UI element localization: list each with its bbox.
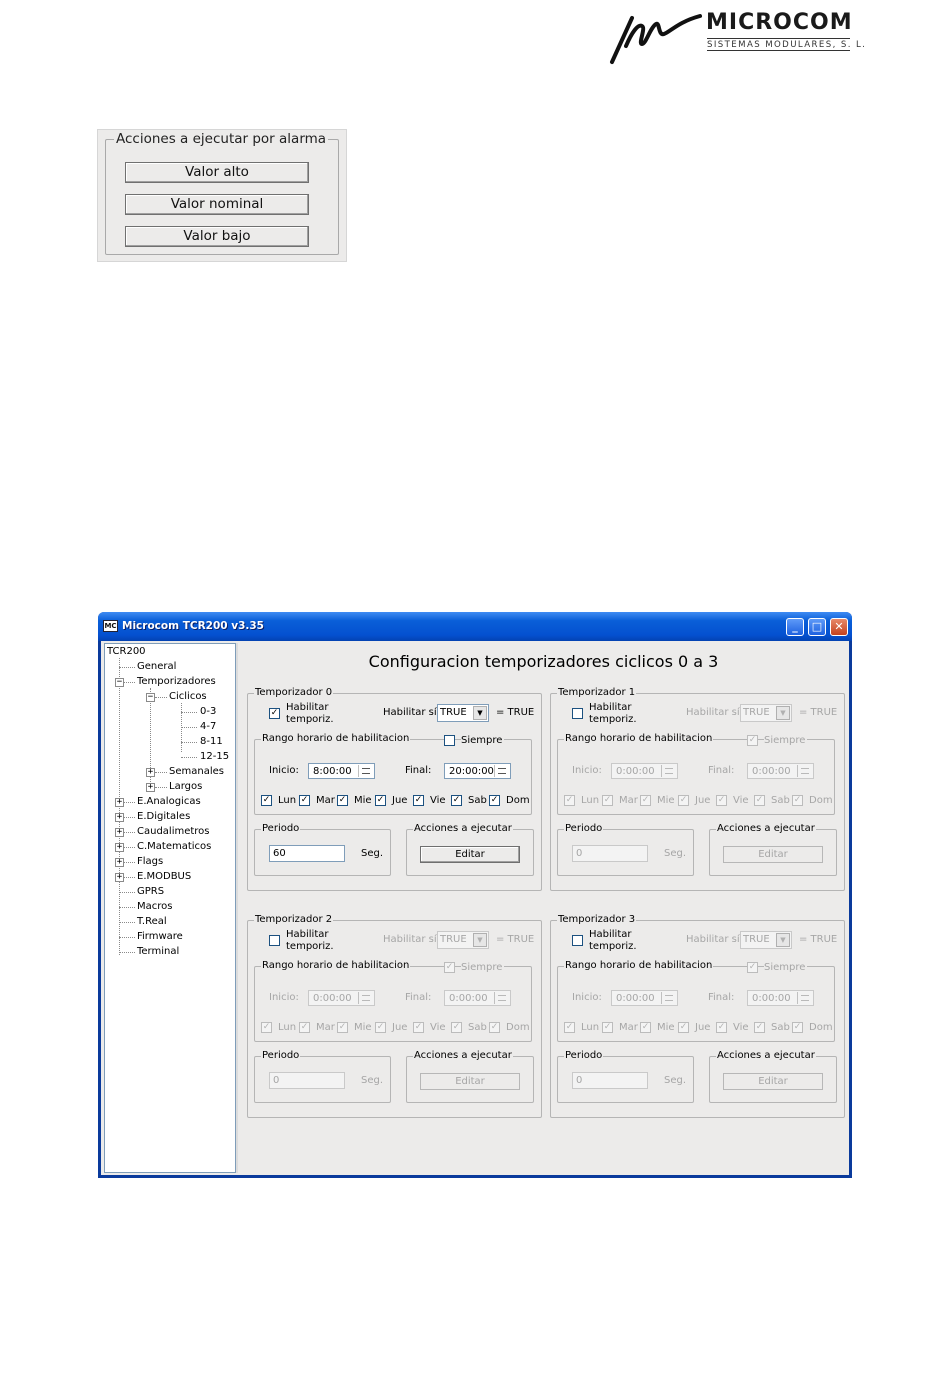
- day-label-sab: Sab: [468, 795, 487, 806]
- rango-horario-group: [254, 960, 532, 1042]
- siempre-checkbox[interactable]: ✓: [445, 962, 454, 972]
- title-bar[interactable]: [98, 612, 852, 641]
- tree-item-flags[interactable]: Flags: [137, 856, 164, 867]
- habilitar-si-label: Habilitar sí: [383, 934, 437, 945]
- panel-splitter[interactable]: [236, 643, 238, 1173]
- day-label-sab: Sab: [771, 1022, 790, 1033]
- timer-title: Temporizador 2: [255, 914, 333, 925]
- acciones-group: [709, 823, 837, 876]
- final-label: Final:: [405, 765, 432, 776]
- collapse-ciclicos-icon[interactable]: −: [147, 692, 154, 702]
- inicio-value: 0:00:00: [313, 993, 352, 1004]
- tree-item-caudalimetros[interactable]: Caudalimetros: [137, 826, 210, 837]
- day-checkbox-dom[interactable]: ✓: [490, 795, 499, 805]
- rango-horario-legend: Rango horario de habilitacion: [262, 960, 410, 971]
- habilitar-si-value: TRUE: [743, 707, 770, 718]
- day-checkbox-mie[interactable]: ✓: [338, 1022, 347, 1032]
- day-label-vie: Vie: [733, 795, 749, 806]
- inicio-label: Inicio:: [572, 765, 602, 776]
- day-checkbox-mar[interactable]: ✓: [300, 795, 309, 805]
- spinner-icon[interactable]: [797, 765, 812, 777]
- periodo-value: 0: [273, 1075, 280, 1086]
- inicio-value: 0:00:00: [616, 993, 655, 1004]
- app-window: [98, 612, 852, 1178]
- spinner-icon[interactable]: [494, 765, 509, 777]
- periodo-value: 0: [576, 848, 583, 859]
- day-checkbox-dom[interactable]: ✓: [490, 1022, 499, 1032]
- acciones-group: [406, 823, 534, 876]
- day-checkbox-jue[interactable]: ✓: [679, 795, 688, 805]
- tree-item-8-11[interactable]: 8-11: [200, 736, 223, 747]
- dropdown-arrow-icon[interactable]: ▼: [473, 933, 487, 947]
- day-checkbox-lun[interactable]: ✓: [565, 795, 574, 805]
- tree-item-macros[interactable]: Macros: [137, 901, 173, 912]
- day-label-lun: Lun: [278, 795, 297, 806]
- expand-e-analogicas-icon[interactable]: +: [116, 797, 123, 807]
- client-area: [101, 641, 849, 1175]
- tree-item-e-analogicas[interactable]: E.Analogicas: [137, 796, 201, 807]
- habilitar-label-line2: temporiz.: [589, 941, 637, 952]
- day-checkbox-sab[interactable]: ✓: [452, 1022, 461, 1032]
- maximize-button[interactable]: □: [808, 618, 826, 636]
- timer-title: Temporizador 3: [558, 914, 636, 925]
- rango-horario-legend: Rango horario de habilitacion: [262, 733, 410, 744]
- day-label-mar: Mar: [316, 795, 335, 806]
- seg-label: Seg.: [361, 1075, 384, 1086]
- inicio-time-input[interactable]: [611, 990, 678, 1006]
- siempre-label: Siempre: [461, 962, 503, 973]
- final-value: 0:00:00: [752, 766, 791, 777]
- periodo-legend: Periodo: [565, 823, 603, 834]
- final-time-input[interactable]: [444, 763, 511, 779]
- microcom-logo-mark: [608, 10, 708, 66]
- timer-group-2: [247, 914, 542, 1118]
- day-checkbox-mar[interactable]: ✓: [603, 795, 612, 805]
- inicio-label: Inicio:: [572, 992, 602, 1003]
- siempre-label: Siempre: [461, 735, 503, 746]
- tree-item-ciclicos[interactable]: Ciclicos: [169, 691, 207, 702]
- habilitar-si-value: TRUE: [743, 934, 770, 945]
- dropdown-arrow-icon[interactable]: ▼: [473, 706, 487, 720]
- day-label-dom: Dom: [809, 1022, 833, 1033]
- day-label-lun: Lun: [278, 1022, 297, 1033]
- day-checkbox-lun[interactable]: ✓: [262, 795, 271, 805]
- minimize-button[interactable]: _: [786, 618, 804, 636]
- eq-true-label: = TRUE: [799, 934, 838, 945]
- siempre-label: Siempre: [764, 735, 806, 746]
- editar-button[interactable]: Editar: [723, 1073, 823, 1090]
- seg-label: Seg.: [361, 848, 384, 859]
- page-title: Configuracion temporizadores ciclicos 0 a 3: [368, 652, 719, 671]
- day-checkbox-mie[interactable]: ✓: [641, 1022, 650, 1032]
- day-label-jue: Jue: [392, 795, 408, 806]
- periodo-input[interactable]: [269, 1072, 345, 1089]
- acciones-legend: Acciones a ejecutar: [414, 1050, 512, 1061]
- expand-flags-icon[interactable]: +: [116, 857, 123, 867]
- rango-horario-group: [254, 733, 532, 815]
- day-checkbox-dom[interactable]: ✓: [793, 795, 802, 805]
- siempre-label: Siempre: [764, 962, 806, 973]
- periodo-value: 0: [576, 1075, 583, 1086]
- day-checkbox-vie[interactable]: ✓: [717, 795, 726, 805]
- periodo-legend: Periodo: [262, 823, 300, 834]
- day-label-mar: Mar: [619, 795, 638, 806]
- day-label-sab: Sab: [771, 795, 790, 806]
- day-label-vie: Vie: [733, 1022, 749, 1033]
- expand-semanales-icon[interactable]: +: [147, 767, 154, 777]
- final-time-input[interactable]: [747, 763, 814, 779]
- valor-alto-button[interactable]: Valor alto: [125, 162, 309, 183]
- spinner-icon[interactable]: [358, 992, 373, 1004]
- close-button[interactable]: ✕: [830, 618, 848, 636]
- habilitar-temporizador-checkbox[interactable]: ✓: [270, 708, 279, 718]
- periodo-input[interactable]: [572, 1072, 648, 1089]
- habilitar-si-combo[interactable]: [740, 931, 792, 949]
- tree-item-c-matematicos[interactable]: C.Matematicos: [137, 841, 212, 852]
- inicio-time-input[interactable]: [308, 990, 375, 1006]
- inicio-label: Inicio:: [269, 765, 299, 776]
- final-value: 0:00:00: [449, 993, 488, 1004]
- eq-true-label: = TRUE: [799, 707, 838, 718]
- habilitar-si-label: Habilitar sí: [686, 934, 740, 945]
- tree-item-e-digitales[interactable]: E.Digitales: [137, 811, 191, 822]
- app-icon: MC: [104, 622, 117, 630]
- alarm-actions-legend: Acciones a ejecutar por alarma: [116, 131, 327, 147]
- day-checkbox-vie[interactable]: ✓: [414, 795, 423, 805]
- habilitar-temporizador-checkbox[interactable]: [572, 935, 583, 946]
- expand-largos-icon[interactable]: +: [147, 782, 154, 792]
- final-label: Final:: [405, 992, 432, 1003]
- tree-item-tcr200[interactable]: TCR200: [107, 646, 146, 657]
- day-checkbox-lun[interactable]: ✓: [262, 1022, 271, 1032]
- spinner-icon[interactable]: [797, 992, 812, 1004]
- habilitar-temporizador-checkbox[interactable]: [572, 708, 583, 719]
- rango-horario-group: [557, 960, 835, 1042]
- periodo-group: [557, 1050, 694, 1103]
- tree-item-largos[interactable]: Largos: [169, 781, 203, 792]
- expand-e-digitales-icon[interactable]: +: [116, 812, 123, 822]
- day-checkbox-vie[interactable]: ✓: [414, 1022, 423, 1032]
- day-checkbox-mie[interactable]: ✓: [641, 795, 650, 805]
- day-label-vie: Vie: [430, 1022, 446, 1033]
- rango-horario-legend: Rango horario de habilitacion: [565, 960, 713, 971]
- periodo-value: 60: [273, 848, 286, 859]
- acciones-legend: Acciones a ejecutar: [717, 1050, 815, 1061]
- collapse-temporizadores-icon[interactable]: −: [116, 677, 123, 687]
- spinner-icon[interactable]: [494, 992, 509, 1004]
- eq-true-label: = TRUE: [496, 707, 535, 718]
- final-label: Final:: [708, 992, 735, 1003]
- siempre-checkbox[interactable]: ✓: [748, 735, 757, 745]
- final-time-input[interactable]: [747, 990, 814, 1006]
- seg-label: Seg.: [664, 1075, 687, 1086]
- day-label-lun: Lun: [581, 795, 600, 806]
- siempre-checkbox[interactable]: ✓: [748, 962, 757, 972]
- day-label-dom: Dom: [506, 1022, 530, 1033]
- rango-horario-legend: Rango horario de habilitacion: [565, 733, 713, 744]
- habilitar-label-line1: Habilitar: [286, 929, 329, 940]
- dropdown-arrow-icon[interactable]: ▼: [776, 706, 790, 720]
- day-checkbox-sab[interactable]: ✓: [452, 795, 461, 805]
- logo-wordmark: MICROCOM: [706, 10, 853, 35]
- acciones-legend: Acciones a ejecutar: [717, 823, 815, 834]
- editar-button[interactable]: Editar: [420, 1073, 520, 1090]
- expand-e-modbus-icon[interactable]: +: [116, 872, 123, 882]
- day-checkbox-sab[interactable]: ✓: [755, 1022, 764, 1032]
- day-label-sab: Sab: [468, 1022, 487, 1033]
- logo-subtitle: SISTEMAS MODULARES, S. L.: [707, 40, 867, 50]
- timer-title: Temporizador 0: [255, 687, 333, 698]
- tree-item-gprs[interactable]: GPRS: [137, 886, 165, 897]
- day-label-dom: Dom: [809, 795, 833, 806]
- day-checkbox-mar[interactable]: ✓: [300, 1022, 309, 1032]
- habilitar-si-value: TRUE: [440, 707, 467, 718]
- valor-nominal-button[interactable]: Valor nominal: [125, 194, 309, 215]
- tree-item-t-real[interactable]: T.Real: [137, 916, 167, 927]
- day-checkbox-vie[interactable]: ✓: [717, 1022, 726, 1032]
- inicio-value: 0:00:00: [616, 766, 655, 777]
- habilitar-si-value: TRUE: [440, 934, 467, 945]
- seg-label: Seg.: [664, 848, 687, 859]
- day-checkbox-jue[interactable]: ✓: [376, 1022, 385, 1032]
- tree-item-semanales[interactable]: Semanales: [169, 766, 224, 777]
- day-checkbox-jue[interactable]: ✓: [376, 795, 385, 805]
- day-checkbox-dom[interactable]: ✓: [793, 1022, 802, 1032]
- habilitar-label-line2: temporiz.: [286, 941, 334, 952]
- alarm-actions-group: [105, 131, 339, 255]
- day-label-dom: Dom: [506, 795, 530, 806]
- navigation-tree[interactable]: [104, 643, 236, 1173]
- rango-horario-group: [557, 733, 835, 815]
- day-checkbox-lun[interactable]: ✓: [565, 1022, 574, 1032]
- inicio-label: Inicio:: [269, 992, 299, 1003]
- habilitar-si-combo[interactable]: [437, 931, 489, 949]
- inicio-time-input[interactable]: [611, 763, 678, 779]
- tree-item-0-3[interactable]: 0-3: [200, 706, 217, 717]
- habilitar-label-line1: Habilitar: [589, 702, 632, 713]
- day-checkbox-jue[interactable]: ✓: [679, 1022, 688, 1032]
- acciones-group: [406, 1050, 534, 1103]
- tree-item-4-7[interactable]: 4-7: [200, 721, 217, 732]
- day-checkbox-mar[interactable]: ✓: [603, 1022, 612, 1032]
- habilitar-label-line1: Habilitar: [589, 929, 632, 940]
- spinner-icon[interactable]: [358, 765, 373, 777]
- day-label-mar: Mar: [619, 1022, 638, 1033]
- inicio-value: 8:00:00: [313, 766, 352, 777]
- inicio-time-input[interactable]: [308, 763, 375, 779]
- day-label-mar: Mar: [316, 1022, 335, 1033]
- acciones-legend: Acciones a ejecutar: [414, 823, 512, 834]
- day-label-mie: Mie: [354, 1022, 372, 1033]
- tree-item-general[interactable]: General: [137, 661, 177, 672]
- periodo-input[interactable]: [572, 845, 648, 862]
- spinner-icon[interactable]: [661, 992, 676, 1004]
- spinner-icon[interactable]: [661, 765, 676, 777]
- tree-item-e-modbus[interactable]: E.MODBUS: [137, 871, 192, 882]
- day-label-jue: Jue: [695, 795, 711, 806]
- habilitar-label-line1: Habilitar: [286, 702, 329, 713]
- day-checkbox-mie[interactable]: ✓: [338, 795, 347, 805]
- habilitar-label-line2: temporiz.: [286, 714, 334, 725]
- tree-item-firmware[interactable]: Firmware: [137, 931, 183, 942]
- eq-true-label: = TRUE: [496, 934, 535, 945]
- habilitar-si-label: Habilitar sí: [686, 707, 740, 718]
- periodo-legend: Periodo: [565, 1050, 603, 1061]
- dropdown-arrow-icon[interactable]: ▼: [776, 933, 790, 947]
- timer-group-3: [550, 914, 845, 1118]
- periodo-group: [254, 1050, 391, 1103]
- timer-title: Temporizador 1: [558, 687, 636, 698]
- tree-item-temporizadores[interactable]: Temporizadores: [137, 676, 216, 687]
- valor-bajo-button[interactable]: Valor bajo: [125, 226, 309, 247]
- day-checkbox-sab[interactable]: ✓: [755, 795, 764, 805]
- day-label-vie: Vie: [430, 795, 446, 806]
- periodo-group: [254, 823, 391, 876]
- day-label-jue: Jue: [695, 1022, 711, 1033]
- habilitar-temporizador-checkbox[interactable]: [269, 935, 280, 946]
- day-label-lun: Lun: [581, 1022, 600, 1033]
- expand-caudalimetros-icon[interactable]: +: [116, 827, 123, 837]
- timer-group-0: [247, 687, 542, 891]
- day-label-mie: Mie: [657, 795, 675, 806]
- tree-item-terminal[interactable]: Terminal: [137, 946, 180, 957]
- final-label: Final:: [708, 765, 735, 776]
- expand-c-matematicos-icon[interactable]: +: [116, 842, 123, 852]
- acciones-group: [709, 1050, 837, 1103]
- final-value: 20:00:00: [449, 766, 494, 777]
- final-time-input[interactable]: [444, 990, 511, 1006]
- day-label-mie: Mie: [354, 795, 372, 806]
- timer-group-1: [550, 687, 845, 891]
- periodo-legend: Periodo: [262, 1050, 300, 1061]
- alarm-actions-panel: [97, 129, 347, 262]
- editar-button[interactable]: Editar: [723, 846, 823, 863]
- habilitar-si-combo[interactable]: [437, 704, 489, 722]
- habilitar-si-label: Habilitar sí: [383, 707, 437, 718]
- habilitar-si-combo[interactable]: [740, 704, 792, 722]
- window-title: Microcom TCR200 v3.35: [122, 620, 264, 632]
- tree-item-12-15[interactable]: 12-15: [200, 751, 230, 762]
- siempre-checkbox[interactable]: [444, 735, 455, 746]
- periodo-group: [557, 823, 694, 876]
- editar-button[interactable]: Editar: [420, 846, 520, 863]
- periodo-input[interactable]: [269, 845, 345, 862]
- day-label-mie: Mie: [657, 1022, 675, 1033]
- final-value: 0:00:00: [752, 993, 791, 1004]
- habilitar-label-line2: temporiz.: [589, 714, 637, 725]
- day-label-jue: Jue: [392, 1022, 408, 1033]
